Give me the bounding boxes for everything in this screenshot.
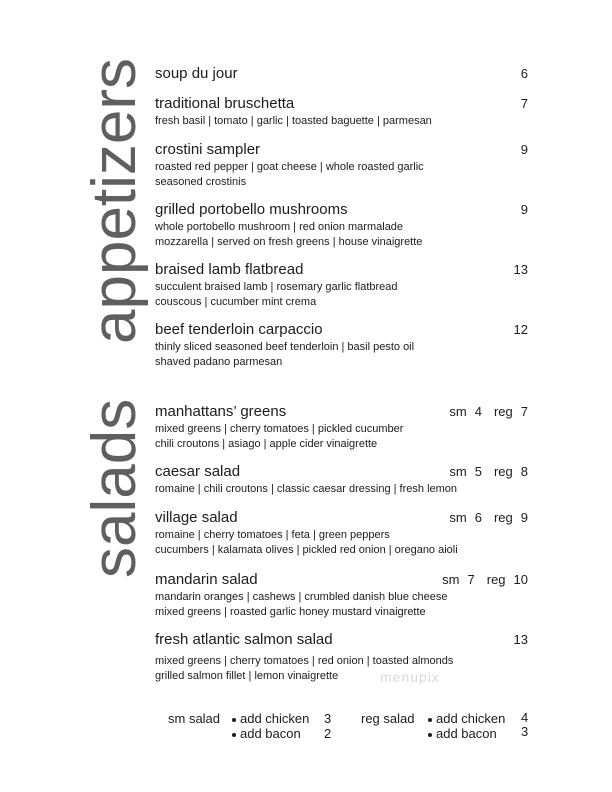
item-description: cucumbers | kalamata olives | pickled red onion | oregano aioli	[155, 544, 458, 556]
addon-size-label: reg salad	[361, 711, 415, 726]
menu-item	[155, 141, 530, 190]
regular-price: 8	[520, 464, 528, 479]
item-name: crostini sampler	[155, 141, 261, 158]
item-name: caesar salad	[155, 463, 241, 480]
size-label: reg	[486, 572, 506, 587]
item-name: mandarin salad	[155, 571, 258, 588]
small-price: 6	[474, 510, 482, 525]
item-name: beef tenderloin carpaccio	[155, 321, 323, 338]
item-description: whole portobello mushroom | red onion marmalade	[155, 221, 404, 233]
item-description: mandarin oranges | cashews | crumbled danish blue cheese	[155, 591, 448, 603]
bullet-icon	[232, 733, 236, 737]
appetizers-section-title: appetizers	[80, 57, 149, 344]
addon-name: add chicken	[240, 711, 310, 726]
addon-row	[232, 727, 301, 741]
addon-price: 3	[521, 724, 529, 739]
item-description: roasted red pepper | goat cheese | whole roasted garlic	[155, 161, 424, 173]
addon-name: add bacon	[436, 726, 497, 741]
small-price: 5	[474, 464, 482, 479]
item-description: fresh basil | tomato | garlic | toasted baguette | parmesan	[155, 115, 432, 127]
item-description: thinly sliced seasoned beef tenderloin | basil pesto oil	[155, 341, 415, 353]
item-sizes	[442, 571, 528, 589]
item-price: 13	[513, 632, 528, 647]
item-description: chili croutons | asiago | apple cider vinaigrette	[155, 438, 378, 450]
addon-size-label: sm salad	[168, 711, 221, 726]
item-description: couscous | cucumber mint crema	[155, 296, 317, 308]
item-name: soup du jour	[155, 65, 238, 82]
item-description: grilled salmon fillet | lemon vinaigrette	[155, 670, 339, 682]
small-price: 4	[474, 404, 482, 419]
addon-price: 4	[521, 710, 529, 725]
watermark: menupix	[380, 669, 440, 685]
regular-price: 7	[520, 404, 528, 419]
addon-name: add chicken	[436, 711, 506, 726]
menu-item	[155, 321, 530, 370]
menu-item	[155, 571, 530, 620]
item-description: romaine | chili croutons | classic caesar dressing | fresh lemon	[155, 483, 458, 495]
menu-item	[155, 463, 530, 497]
item-description: succulent braised lamb | rosemary garlic flatbread	[155, 281, 398, 293]
item-sizes	[449, 463, 528, 481]
item-price: 6	[520, 66, 528, 81]
item-price: 7	[520, 96, 528, 111]
size-label: sm	[442, 572, 460, 587]
bullet-icon	[428, 733, 432, 737]
menu-item	[155, 261, 530, 310]
item-name: village salad	[155, 509, 238, 526]
menu-item	[155, 65, 530, 83]
menu-item	[155, 403, 530, 452]
size-label: reg	[493, 404, 513, 419]
item-price: 9	[520, 142, 528, 157]
menu-item	[155, 509, 530, 558]
addon-price: 3	[324, 711, 332, 726]
item-name: manhattans’ greens	[155, 403, 287, 420]
size-label: reg	[493, 510, 513, 525]
bullet-icon	[232, 718, 236, 722]
addon-row	[428, 727, 497, 741]
item-price: 12	[513, 322, 528, 337]
item-price: 9	[520, 202, 528, 217]
addon-row	[428, 712, 505, 726]
menu-item	[155, 201, 530, 250]
item-price: 13	[513, 262, 528, 277]
regular-price: 10	[513, 572, 528, 587]
item-description: seasoned crostinis	[155, 176, 247, 188]
salads-section-title: salads	[80, 398, 149, 578]
item-name: fresh atlantic salmon salad	[155, 631, 333, 648]
item-description: shaved padano parmesan	[155, 356, 283, 368]
item-name: braised lamb flatbread	[155, 261, 304, 278]
item-description: romaine | cherry tomatoes | feta | green peppers	[155, 529, 390, 541]
item-sizes	[449, 509, 528, 527]
item-description: mixed greens | roasted garlic honey mustard vinaigrette	[155, 606, 426, 618]
size-label: sm	[449, 510, 467, 525]
item-name: grilled portobello mushrooms	[155, 201, 348, 218]
size-label: sm	[449, 464, 467, 479]
addon-row	[232, 712, 309, 726]
small-price: 7	[467, 572, 475, 587]
item-name: traditional bruschetta	[155, 95, 295, 112]
bullet-icon	[428, 718, 432, 722]
addon-name: add bacon	[240, 726, 301, 741]
size-label: sm	[449, 404, 467, 419]
menu-item	[155, 95, 530, 129]
addon-price: 2	[324, 726, 332, 741]
item-description: mixed greens | cherry tomatoes | red onion | toasted almonds	[155, 655, 454, 667]
regular-price: 9	[520, 510, 528, 525]
size-label: reg	[493, 464, 513, 479]
item-sizes	[449, 403, 528, 421]
item-description: mozzarella | served on fresh greens | house vinaigrette	[155, 236, 423, 248]
item-description: mixed greens | cherry tomatoes | pickled cucumber	[155, 423, 404, 435]
